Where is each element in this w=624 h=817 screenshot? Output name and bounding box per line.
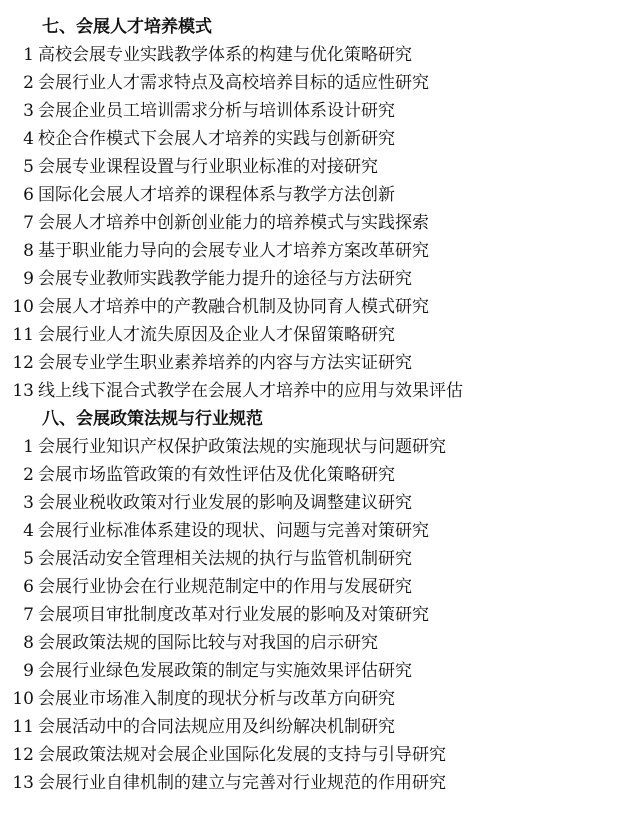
item-text: 会展行业知识产权保护政策法规的实施现状与问题研究: [38, 437, 446, 457]
list-item: [0, 769, 624, 797]
section-talent-cultivation: [0, 13, 624, 405]
item-number: 9: [23, 269, 34, 289]
section-title: 七、会展人才培养模式: [42, 17, 212, 37]
item-number: 10: [12, 297, 34, 317]
item-number: 12: [12, 745, 34, 765]
list-item: [0, 517, 624, 545]
item-text: 会展行业自律机制的建立与完善对行业规范的作用研究: [38, 773, 446, 793]
item-number: 2: [23, 465, 34, 485]
list-item: [0, 573, 624, 601]
item-number: 3: [23, 101, 34, 121]
list-item: [0, 461, 624, 489]
item-text: 会展企业员工培训需求分析与培训体系设计研究: [38, 101, 395, 121]
item-number: 11: [12, 717, 34, 737]
list-item: [0, 153, 624, 181]
item-number: 1: [23, 45, 34, 65]
list-item: [0, 489, 624, 517]
item-number: 13: [12, 773, 34, 793]
list-item: [0, 629, 624, 657]
list-item: [0, 125, 624, 153]
item-text: 会展人才培养中创新创业能力的培养模式与实践探索: [38, 213, 429, 233]
list-item: [0, 209, 624, 237]
item-number: 1: [23, 437, 34, 457]
item-text: 会展行业标准体系建设的现状、问题与完善对策研究: [38, 521, 429, 541]
item-text: 会展专业教师实践教学能力提升的途径与方法研究: [38, 269, 412, 289]
item-text: 会展政策法规对会展企业国际化发展的支持与引导研究: [38, 745, 446, 765]
item-text: 会展人才培养中的产教融合机制及协同育人模式研究: [38, 297, 429, 317]
item-number: 13: [12, 381, 34, 401]
item-text: 会展政策法规的国际比较与对我国的启示研究: [38, 633, 378, 653]
item-text: 会展业税收政策对行业发展的影响及调整建议研究: [38, 493, 412, 513]
item-text: 会展业市场准入制度的现状分析与改革方向研究: [38, 689, 395, 709]
item-number: 7: [23, 605, 34, 625]
list-item: [0, 349, 624, 377]
item-text: 会展行业绿色发展政策的制定与实施效果评估研究: [38, 661, 412, 681]
item-number: 8: [23, 633, 34, 653]
item-text: 线上线下混合式教学在会展人才培养中的应用与效果评估: [38, 381, 463, 401]
list-item: [0, 713, 624, 741]
item-text: 会展行业人才需求特点及高校培养目标的适应性研究: [38, 73, 429, 93]
item-number: 6: [23, 577, 34, 597]
list-item: [0, 657, 624, 685]
section-title: 八、会展政策法规与行业规范: [42, 409, 263, 429]
item-number: 4: [23, 521, 34, 541]
list-item: [0, 181, 624, 209]
item-text: 会展市场监管政策的有效性评估及优化策略研究: [38, 465, 395, 485]
list-item: [0, 237, 624, 265]
item-number: 9: [23, 661, 34, 681]
list-item: [0, 685, 624, 713]
item-text: 高校会展专业实践教学体系的构建与优化策略研究: [38, 45, 412, 65]
item-text: 会展专业课程设置与行业职业标准的对接研究: [38, 157, 378, 177]
list-item: [0, 377, 624, 405]
list-item: [0, 293, 624, 321]
item-text: 会展专业学生职业素养培养的内容与方法实证研究: [38, 353, 412, 373]
section-policy-regulation: [0, 405, 624, 797]
item-text: 会展行业协会在行业规范制定中的作用与发展研究: [38, 577, 412, 597]
item-number: 6: [23, 185, 34, 205]
item-number: 3: [23, 493, 34, 513]
item-number: 2: [23, 73, 34, 93]
list-item: [0, 69, 624, 97]
item-number: 4: [23, 129, 34, 149]
list-item: [0, 265, 624, 293]
list-item: [0, 321, 624, 349]
item-number: 12: [12, 353, 34, 373]
item-text: 基于职业能力导向的会展专业人才培养方案改革研究: [38, 241, 429, 261]
item-text: 国际化会展人才培养的课程体系与教学方法创新: [38, 185, 395, 205]
list-item: [0, 601, 624, 629]
item-text: 会展行业人才流失原因及企业人才保留策略研究: [38, 325, 395, 345]
item-text: 会展活动中的合同法规应用及纠纷解决机制研究: [38, 717, 395, 737]
list-item: [0, 741, 624, 769]
list-item: [0, 545, 624, 573]
item-text: 校企合作模式下会展人才培养的实践与创新研究: [38, 129, 395, 149]
item-number: 5: [23, 157, 34, 177]
item-number: 7: [23, 213, 34, 233]
list-item: [0, 41, 624, 69]
item-number: 8: [23, 241, 34, 261]
item-number: 10: [12, 689, 34, 709]
item-text: 会展活动安全管理相关法规的执行与监管机制研究: [38, 549, 412, 569]
list-item: [0, 97, 624, 125]
document-body: [0, 13, 624, 797]
item-number: 5: [23, 549, 34, 569]
item-text: 会展项目审批制度改革对行业发展的影响及对策研究: [38, 605, 429, 625]
list-item: [0, 433, 624, 461]
item-number: 11: [12, 325, 34, 345]
